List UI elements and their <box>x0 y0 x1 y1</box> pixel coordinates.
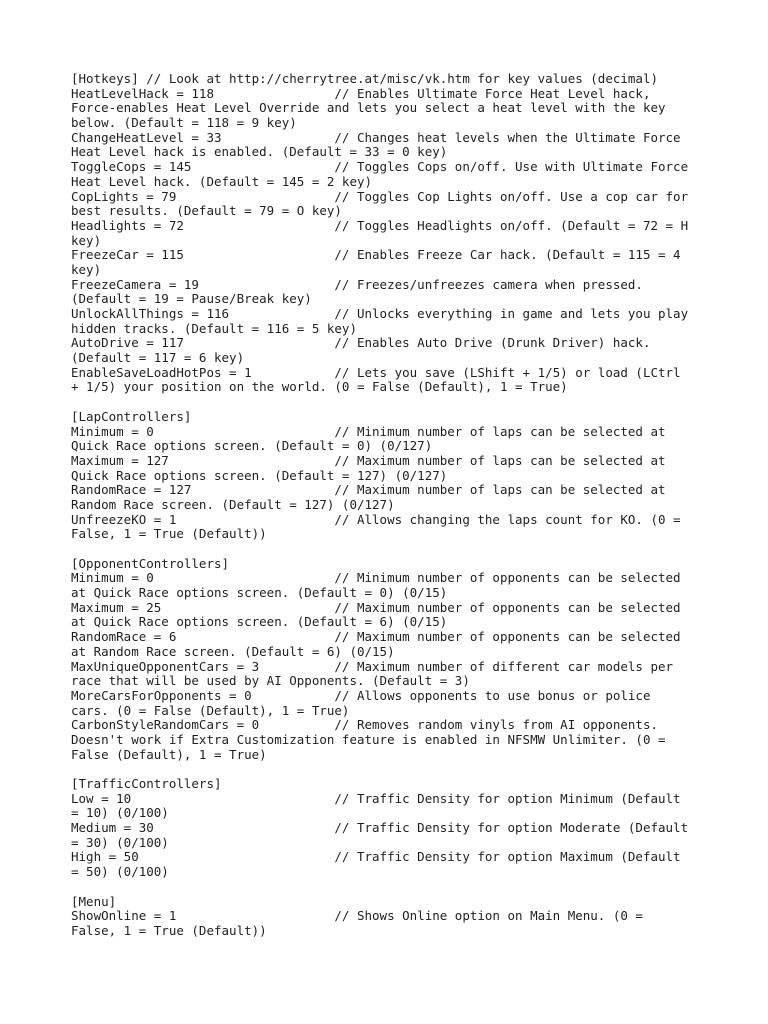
text-line: cars. (0 = False (Default), 1 = True) <box>71 702 350 718</box>
blank-line <box>71 762 711 777</box>
text-line: High = 50 // Traffic Density for option Maximum (Default <box>71 849 681 865</box>
text-line: at Quick Race options screen. (Default = 0) (0/15) <box>71 585 448 601</box>
text-line: = 50) (0/100) <box>71 864 169 880</box>
text-line: MaxUniqueOpponentCars = 3 // Maximum number of different car models per <box>71 658 674 674</box>
text-line: False (Default), 1 = True) <box>71 746 267 762</box>
text-line: RandomRace = 6 // Maximum number of opponents can be selected <box>71 629 681 645</box>
text-line: Heat Level hack is enabled. (Default = 33 = 0 key) <box>71 144 448 160</box>
text-line: EnableSaveLoadHotPos = 1 // Lets you save (LShift + 1/5) or load (LCtrl <box>71 364 681 380</box>
text-line: Maximum = 127 // Maximum number of laps can be selected at <box>71 452 666 468</box>
text-line: + 1/5) your position on the world. (0 = False (Default), 1 = True) <box>71 379 568 395</box>
blank-line <box>71 395 711 410</box>
text-line: (Default = 19 = Pause/Break key) <box>71 291 312 307</box>
text-line: ToggleCops = 145 // Toggles Cops on/off. Use with Ultimate Force <box>71 159 689 175</box>
text-line: False, 1 = True (Default)) <box>71 526 267 542</box>
text-line: CopLights = 79 // Toggles Cop Lights on/off. Use a cop car for <box>71 188 689 204</box>
section-header: [LapControllers] <box>71 408 192 424</box>
text-line: = 10) (0/100) <box>71 805 169 821</box>
text-line: Random Race screen. (Default = 127) (0/127) <box>71 496 395 512</box>
text-line: race that will be used by AI Opponents. (Default = 3) <box>71 673 470 689</box>
text-line: FreezeCar = 115 // Enables Freeze Car hack. (Default = 115 = 4 <box>71 247 681 263</box>
text-line: Low = 10 // Traffic Density for option Minimum (Default <box>71 790 681 806</box>
text-line: Force-enables Heat Level Override and lets you select a heat level with the key <box>71 100 666 116</box>
text-line: MoreCarsForOpponents = 0 // Allows opponents to use bonus or police <box>71 687 651 703</box>
text-line: at Random Race screen. (Default = 6) (0/15) <box>71 643 395 659</box>
text-line: ShowOnline = 1 // Shows Online option on Main Menu. (0 = <box>71 908 643 924</box>
text-line: best results. (Default = 79 = O key) <box>71 203 342 219</box>
text-line: Medium = 30 // Traffic Density for option Moderate (Default <box>71 820 689 836</box>
text-line: UnfreezeKO = 1 // Allows changing the laps count for KO. (0 = <box>71 511 681 527</box>
text-line: FreezeCamera = 19 // Freezes/unfreezes camera when pressed. <box>71 276 643 292</box>
text-line: HeatLevelHack = 118 // Enables Ultimate Force Heat Level hack, <box>71 85 651 101</box>
text-line: (Default = 117 = 6 key) <box>71 350 245 366</box>
text-line: below. (Default = 118 = 9 key) <box>71 115 297 131</box>
section-header: [Hotkeys] // Look at http://cherrytree.at/misc/vk.htm for key values (decimal) <box>71 71 658 86</box>
blank-line <box>71 542 711 557</box>
text-line: = 30) (0/100) <box>71 834 169 850</box>
config-document <box>71 72 711 939</box>
blank-line <box>71 880 711 895</box>
text-line: Maximum = 25 // Maximum number of opponents can be selected <box>71 599 681 615</box>
text-line: RandomRace = 127 // Maximum number of laps can be selected at <box>71 482 666 498</box>
text-line: Minimum = 0 // Minimum number of opponents can be selected <box>71 570 681 586</box>
section-header: [Menu] <box>71 893 117 909</box>
text-line: hidden tracks. (Default = 116 = 5 key) <box>71 320 357 336</box>
text-line: Doesn't work if Extra Customization feature is enabled in NFSMW Unlimiter. (0 = <box>71 731 666 747</box>
text-line: Quick Race options screen. (Default = 0) (0/127) <box>71 438 433 454</box>
text-line: UnlockAllThings = 116 // Unlocks everything in game and lets you play <box>71 306 689 321</box>
text-line: Heat Level hack. (Default = 145 = 2 key) <box>71 173 373 189</box>
text-line: AutoDrive = 117 // Enables Auto Drive (Drunk Driver) hack. <box>71 335 651 351</box>
section-header: [TrafficControllers] <box>71 776 222 791</box>
text-line: key) <box>71 261 102 277</box>
text-line: key) <box>71 232 102 248</box>
text-line: CarbonStyleRandomCars = 0 // Removes random vinyls from AI opponents. <box>71 717 658 733</box>
text-line: at Quick Race options screen. (Default = 6) (0/15) <box>71 614 448 630</box>
text-line: False, 1 = True (Default)) <box>71 922 267 938</box>
text-line: Quick Race options screen. (Default = 127) (0/127) <box>71 467 448 483</box>
section-header: [OpponentControllers] <box>71 555 230 571</box>
text-line: ChangeHeatLevel = 33 // Changes heat levels when the Ultimate Force <box>71 129 681 145</box>
text-line: Minimum = 0 // Minimum number of laps can be selected at <box>71 423 666 439</box>
text-line: Headlights = 72 // Toggles Headlights on/off. (Default = 72 = H <box>71 217 689 233</box>
